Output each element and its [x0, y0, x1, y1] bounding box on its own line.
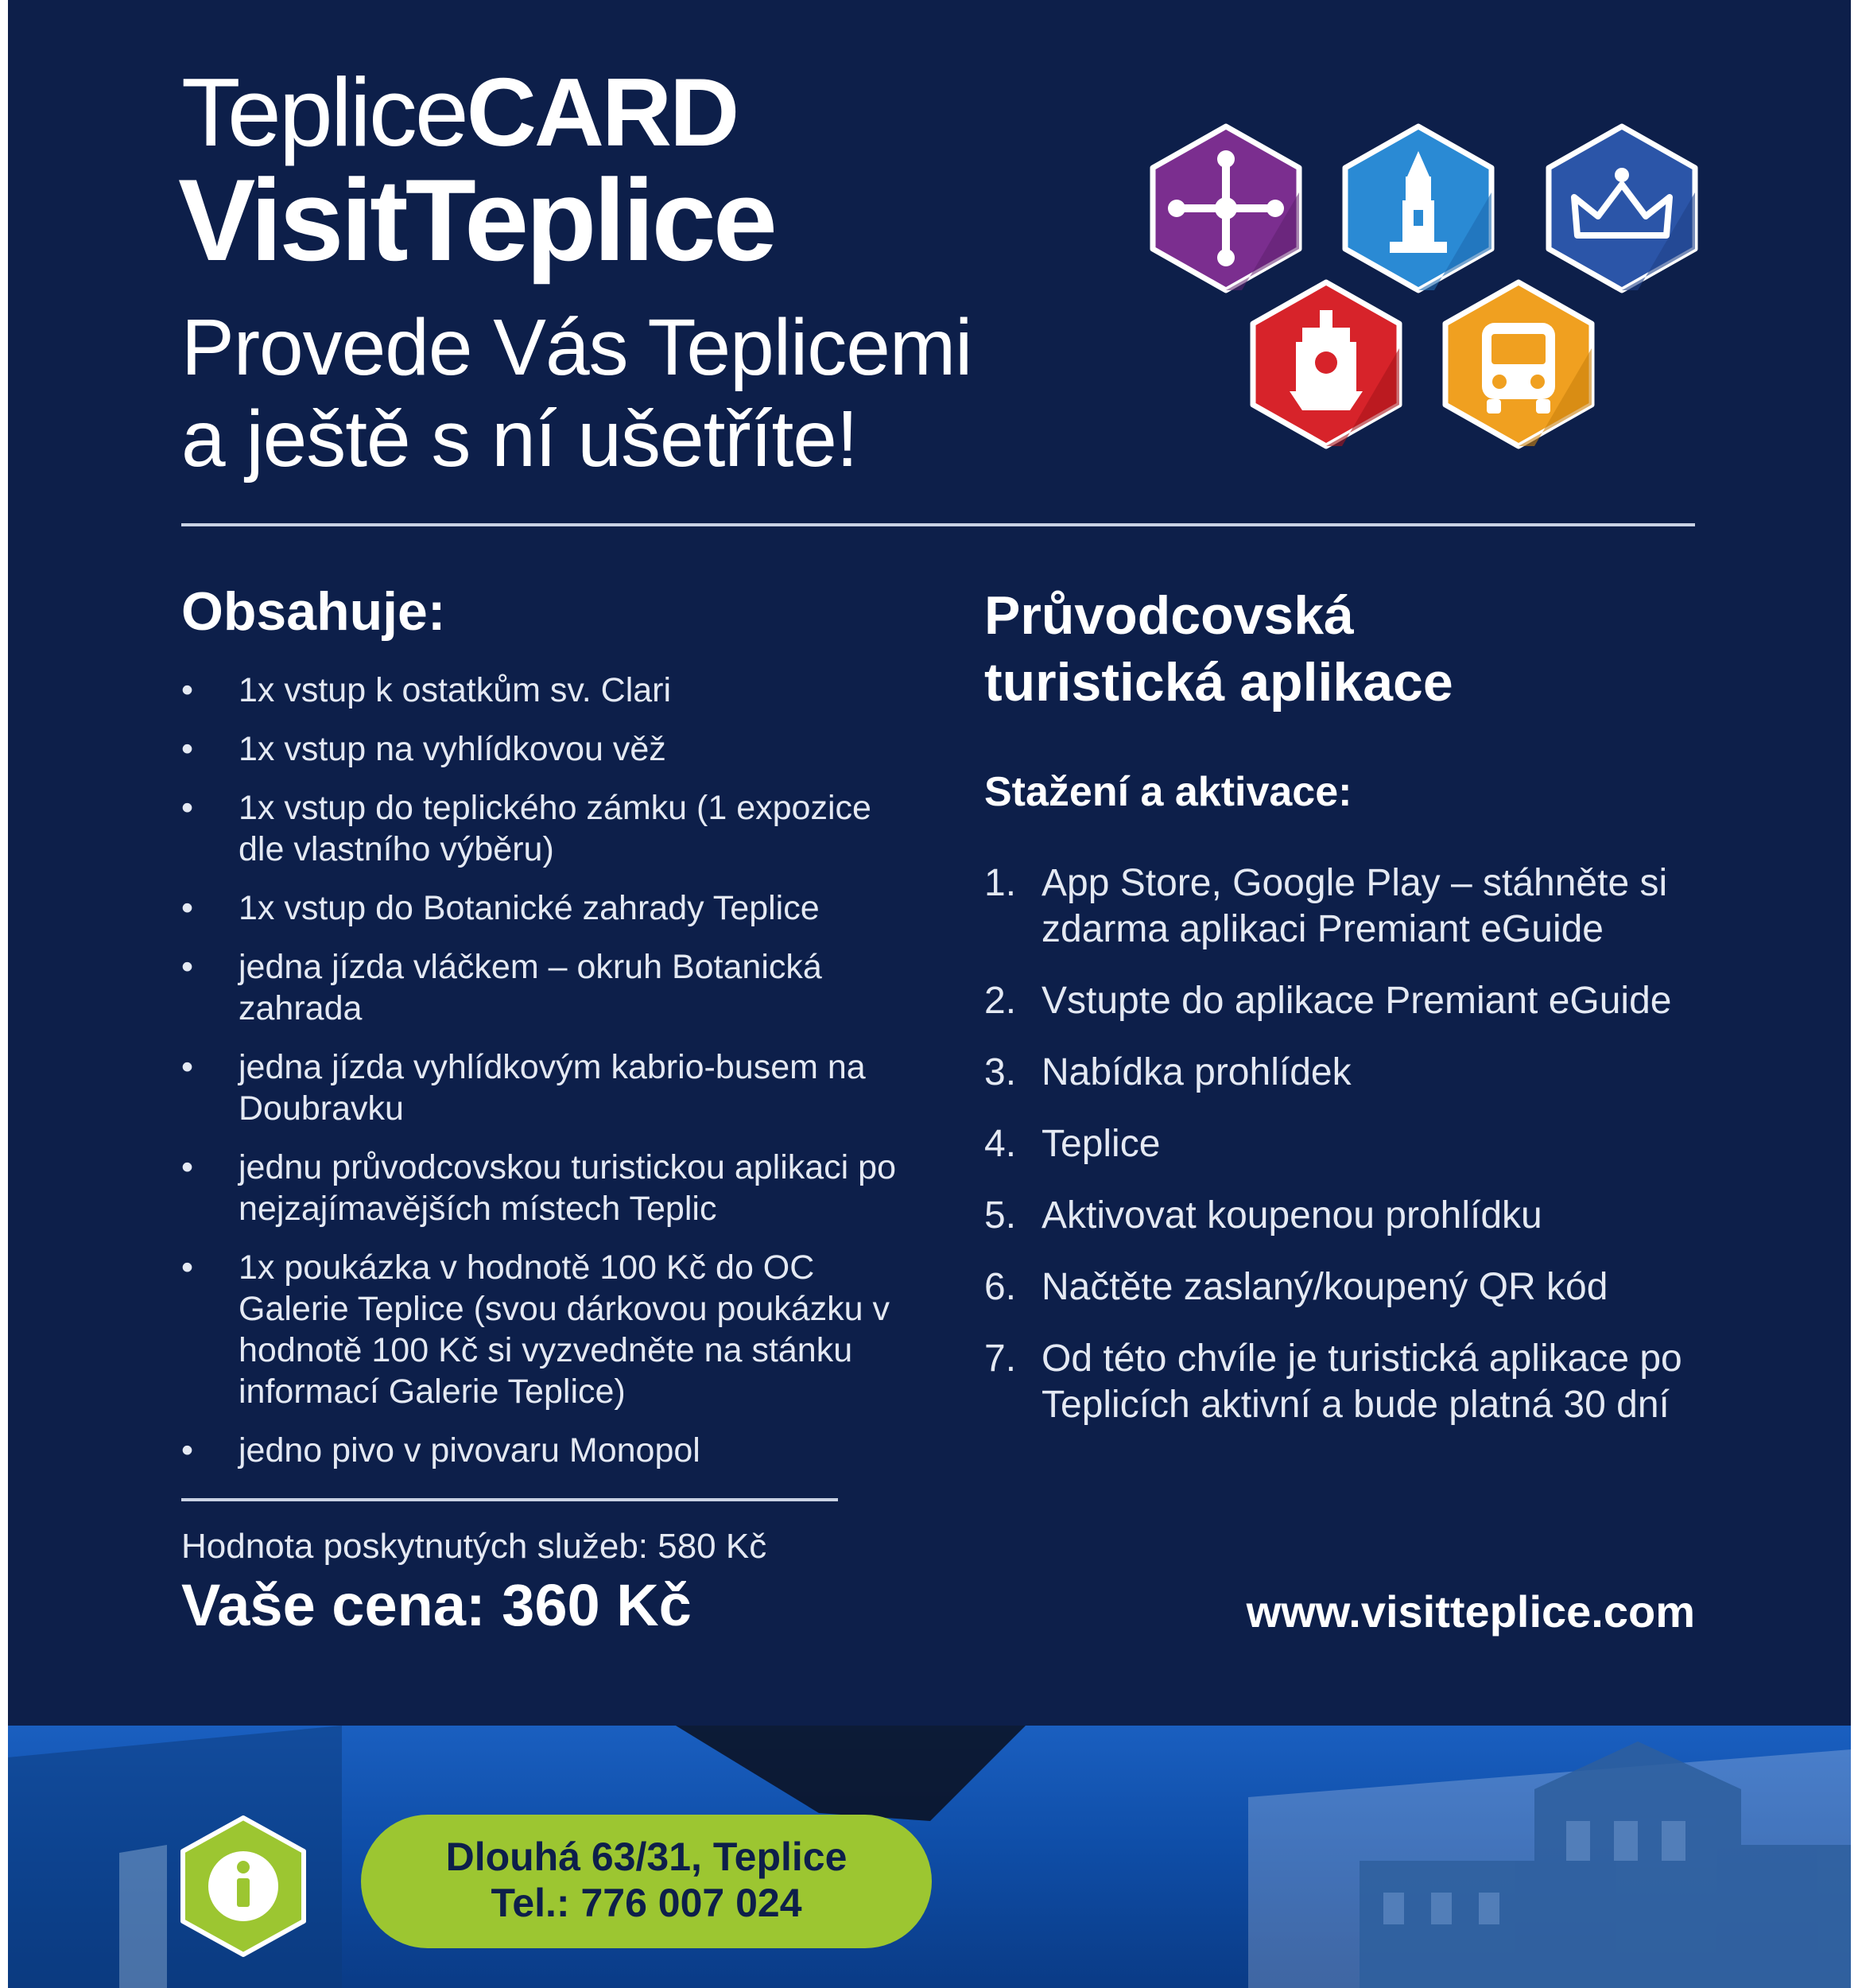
brand-teplicecard — [181, 58, 738, 166]
step-text: Od této chvíle je turistická aplikace po Teplicích aktivní a bude platná 30 dní — [1041, 1338, 1682, 1426]
step-number: 6. — [984, 1266, 1017, 1308]
step-number: 3. — [984, 1051, 1017, 1093]
app-heading — [984, 582, 1453, 716]
list-item: • 1x vstup do teplického zámku (1 expozice dle vlastního výběru) — [181, 787, 913, 870]
step-number: 4. — [984, 1123, 1017, 1165]
services-value: Hodnota poskytnutých služeb: 580 Kč — [181, 1527, 767, 1566]
step-text: Vstupte do aplikace Premiant eGuide — [1041, 980, 1672, 1022]
list-item: • jednu průvodcovskou turistickou aplikaci po nejzajímavějších místech Teplic — [181, 1147, 913, 1229]
step-text: Aktivovat koupenou prohlídku — [1041, 1194, 1542, 1237]
app-subheading: Stažení a aktivace: — [984, 769, 1352, 815]
brand-bold: CARD — [466, 58, 738, 166]
list-item: • 1x vstup na vyhlídkovou věž — [181, 728, 913, 770]
poster — [8, 0, 1851, 1988]
cross-icon — [1153, 126, 1299, 290]
list-item: • jedno pivo v pivovaru Monopol — [181, 1430, 913, 1471]
list-item: • 1x vstup k ostatkům sv. Clari — [181, 670, 913, 711]
tagline-line2: a ještě s ní ušetříte! — [181, 394, 858, 483]
step-number: 7. — [984, 1338, 1017, 1380]
brand-visitteplice: VisitTeplice — [178, 155, 774, 285]
bus-icon — [1445, 282, 1592, 446]
brand-thin: Teplice — [181, 58, 467, 166]
step-number: 5. — [984, 1194, 1017, 1237]
list-item — [984, 860, 1763, 953]
includes-list — [181, 670, 913, 1489]
crown-icon — [1549, 126, 1695, 290]
step-text: Nabídka prohlídek — [1041, 1051, 1352, 1093]
train-icon — [1253, 282, 1399, 446]
contact-address: Dlouhá 63/31, Teplice — [445, 1835, 848, 1879]
list-item — [984, 1050, 1763, 1096]
list-item: • 1x poukázka v hodnotě 100 Kč do OC Galerie Teplice (svou dárkovou poukázku v hodnotě 100 Kč si vyzvedněte na stánku informací Galerie Teplice) — [181, 1247, 913, 1412]
list-item: • 1x vstup do Botanické zahrady Teplice — [181, 887, 913, 929]
tagline-line1: Provede Vás Teplicemi — [181, 303, 972, 392]
website-link[interactable]: www.visitteplice.com — [1246, 1586, 1695, 1637]
list-item — [984, 1121, 1763, 1167]
step-text: Načtěte zaslaný/koupený QR kód — [1041, 1266, 1608, 1308]
step-number: 1. — [984, 862, 1017, 904]
list-item — [984, 978, 1763, 1024]
app-heading-line2: turistická aplikace — [984, 652, 1453, 712]
tagline — [181, 302, 972, 485]
contact-badge[interactable] — [361, 1815, 932, 1948]
list-item: • jedna jízda vyhlídkovým kabrio-busem na Doubravku — [181, 1046, 913, 1129]
list-item — [984, 1336, 1763, 1428]
info-icon — [176, 1815, 310, 1958]
includes-heading: Obsahuje: — [181, 581, 446, 642]
app-heading-line1: Průvodcovská — [984, 585, 1354, 646]
list-item — [984, 1264, 1763, 1310]
step-text: Teplice — [1041, 1123, 1161, 1165]
list-item — [984, 1193, 1763, 1239]
tower-icon — [1345, 126, 1491, 290]
step-text: App Store, Google Play – stáhněte si zdarma aplikaci Premiant eGuide — [1041, 862, 1668, 950]
list-item: • jedna jízda vláčkem – okruh Botanická zahrada — [181, 946, 913, 1029]
step-number: 2. — [984, 980, 1017, 1022]
top-divider — [181, 523, 1695, 526]
activation-steps — [984, 860, 1763, 1454]
contact-phone: Tel.: 776 007 024 — [491, 1881, 802, 1925]
price-divider — [181, 1498, 838, 1501]
your-price: Vaše cena: 360 Kč — [181, 1572, 692, 1638]
